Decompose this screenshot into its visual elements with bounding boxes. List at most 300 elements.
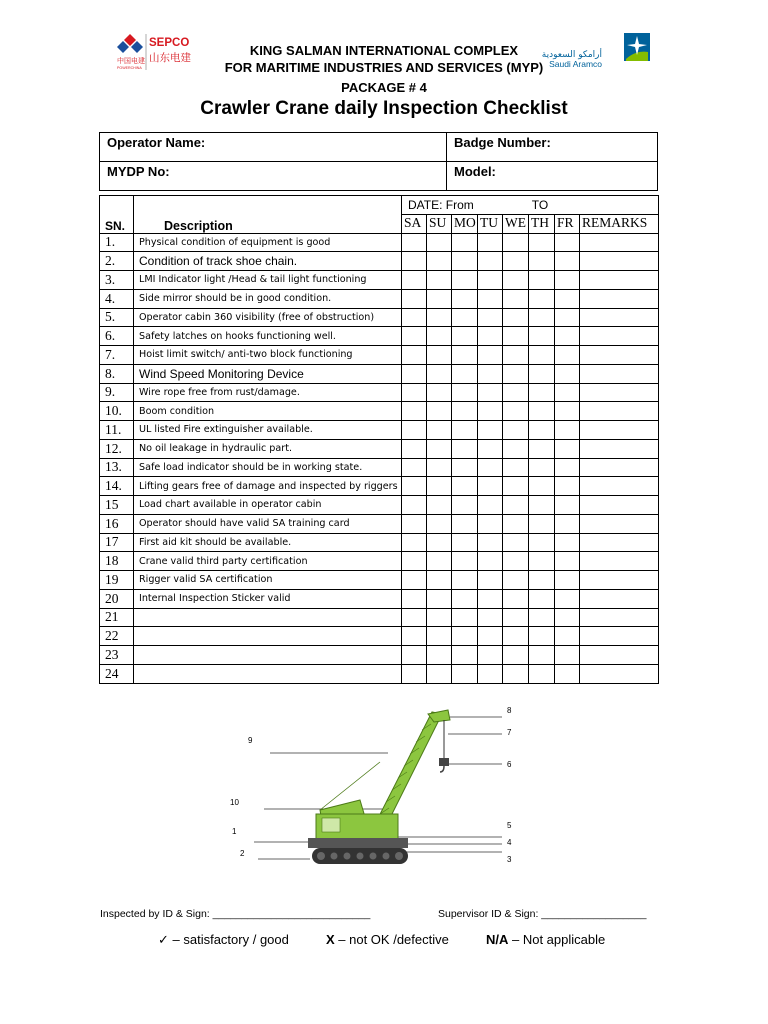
check-cell-th[interactable] (529, 439, 555, 458)
check-cell-mo[interactable] (452, 421, 478, 440)
row-description: Hoist limit switch/ anti-two block functioning (134, 346, 402, 365)
check-cell-mo[interactable] (452, 589, 478, 608)
row-description: Wind Speed Monitoring Device (134, 364, 402, 383)
check-cell-fr[interactable] (555, 646, 580, 665)
check-cell-we[interactable] (503, 289, 529, 308)
check-cell-tu[interactable] (478, 271, 503, 290)
row-description: Rigger valid SA certification (134, 571, 402, 590)
check-cell-sa[interactable] (402, 458, 427, 477)
remarks-cell[interactable] (580, 308, 659, 327)
row-description: Condition of track shoe chain. (134, 252, 402, 271)
svg-text:POWERCHINA: POWERCHINA (117, 66, 142, 70)
check-cell-we[interactable] (503, 458, 529, 477)
table-row (100, 402, 659, 421)
check-cell-fr[interactable] (555, 589, 580, 608)
check-cell-tu[interactable] (478, 646, 503, 665)
check-cell-fr[interactable] (555, 571, 580, 590)
table-row (100, 289, 659, 308)
remarks-cell[interactable] (580, 327, 659, 346)
row-sn: 9. (100, 383, 134, 402)
table-row (100, 346, 659, 365)
row-sn: 10. (100, 402, 134, 421)
check-cell-sa[interactable] (402, 233, 427, 252)
row-sn: 1. (100, 233, 134, 252)
check-cell-mo[interactable] (452, 327, 478, 346)
check-cell-mo[interactable] (452, 383, 478, 402)
check-cell-mo[interactable] (452, 233, 478, 252)
row-description: Load chart available in operator cabin (134, 496, 402, 515)
check-cell-su[interactable] (427, 664, 452, 683)
check-cell-tu[interactable] (478, 608, 503, 627)
hook-block (439, 758, 449, 766)
table-row (100, 327, 659, 346)
check-cell-su[interactable] (427, 608, 452, 627)
check-cell-fr[interactable] (555, 383, 580, 402)
table-row (100, 608, 659, 627)
check-cell-th[interactable] (529, 571, 555, 590)
remarks-cell[interactable] (580, 458, 659, 477)
check-cell-we[interactable] (503, 327, 529, 346)
row-description: Safety latches on hooks functioning well. (134, 327, 402, 346)
remarks-cell[interactable] (580, 289, 659, 308)
check-cell-sa[interactable] (402, 439, 427, 458)
check-cell-tu[interactable] (478, 664, 503, 683)
row-sn: 3. (100, 271, 134, 290)
check-cell-th[interactable] (529, 496, 555, 515)
table-row (100, 646, 659, 665)
remarks-header: REMARKS (580, 214, 659, 233)
remarks-cell[interactable] (580, 402, 659, 421)
table-row (100, 308, 659, 327)
badge-number-field[interactable]: Badge Number: (447, 133, 658, 162)
check-cell-mo[interactable] (452, 364, 478, 383)
row-description: UL listed Fire extinguisher available. (134, 421, 402, 440)
check-cell-we[interactable] (503, 383, 529, 402)
remarks-cell[interactable] (580, 477, 659, 496)
remarks-cell[interactable] (580, 271, 659, 290)
diagram-label-7: 7 (507, 728, 512, 737)
check-cell-sa[interactable] (402, 589, 427, 608)
row-sn: 2. (100, 252, 134, 271)
operator-info-table (99, 132, 658, 191)
check-cell-th[interactable] (529, 514, 555, 533)
check-cell-fr[interactable] (555, 364, 580, 383)
check-cell-mo[interactable] (452, 646, 478, 665)
check-cell-we[interactable] (503, 589, 529, 608)
check-cell-tu[interactable] (478, 514, 503, 533)
remarks-cell[interactable] (580, 533, 659, 552)
check-cell-su[interactable] (427, 477, 452, 496)
check-cell-fr[interactable] (555, 233, 580, 252)
check-cell-tu[interactable] (478, 383, 503, 402)
check-cell-th[interactable] (529, 289, 555, 308)
check-cell-mo[interactable] (452, 458, 478, 477)
legend-not-ok: X – not OK /defective (326, 932, 449, 947)
row-sn: 6. (100, 327, 134, 346)
check-cell-sa[interactable] (402, 271, 427, 290)
check-cell-th[interactable] (529, 271, 555, 290)
check-cell-su[interactable] (427, 402, 452, 421)
check-cell-su[interactable] (427, 514, 452, 533)
check-cell-we[interactable] (503, 364, 529, 383)
table-row (100, 533, 659, 552)
check-cell-th[interactable] (529, 346, 555, 365)
check-cell-su[interactable] (427, 308, 452, 327)
check-cell-tu[interactable] (478, 458, 503, 477)
svg-text:中国电建: 中国电建 (117, 57, 145, 65)
check-cell-th[interactable] (529, 252, 555, 271)
check-cell-mo[interactable] (452, 289, 478, 308)
check-cell-sa[interactable] (402, 364, 427, 383)
check-cell-sa[interactable] (402, 533, 427, 552)
check-cell-sa[interactable] (402, 421, 427, 440)
row-description: First aid kit should be available. (134, 533, 402, 552)
check-cell-sa[interactable] (402, 552, 427, 571)
check-cell-th[interactable] (529, 552, 555, 571)
description-header: Description (134, 196, 402, 234)
row-description: Safe load indicator should be in working state. (134, 458, 402, 477)
sn-header: SN. (100, 196, 134, 234)
check-cell-th[interactable] (529, 477, 555, 496)
check-cell-th[interactable] (529, 233, 555, 252)
table-row (100, 589, 659, 608)
check-cell-su[interactable] (427, 439, 452, 458)
row-sn: 13. (100, 458, 134, 477)
day-header-th: TH (529, 214, 555, 233)
table-row (100, 571, 659, 590)
check-cell-th[interactable] (529, 533, 555, 552)
check-cell-we[interactable] (503, 439, 529, 458)
row-description: Operator should have valid SA training card (134, 514, 402, 533)
remarks-cell[interactable] (580, 627, 659, 646)
check-cell-tu[interactable] (478, 252, 503, 271)
check-cell-mo[interactable] (452, 308, 478, 327)
sepco-logo-text: SEPCO (149, 37, 190, 49)
check-cell-fr[interactable] (555, 514, 580, 533)
remarks-cell[interactable] (580, 233, 659, 252)
check-cell-mo[interactable] (452, 533, 478, 552)
check-cell-tu[interactable] (478, 571, 503, 590)
check-cell-su[interactable] (427, 533, 452, 552)
check-cell-mo[interactable] (452, 552, 478, 571)
remarks-cell[interactable] (580, 664, 659, 683)
table-row (100, 514, 659, 533)
check-cell-fr[interactable] (555, 552, 580, 571)
check-cell-sa[interactable] (402, 664, 427, 683)
x-mark-icon: X (326, 932, 335, 947)
check-cell-fr[interactable] (555, 346, 580, 365)
row-description: Physical condition of equipment is good (134, 233, 402, 252)
remarks-cell[interactable] (580, 439, 659, 458)
check-cell-fr[interactable] (555, 327, 580, 346)
row-sn: 18 (100, 552, 134, 571)
check-cell-tu[interactable] (478, 589, 503, 608)
remarks-cell[interactable] (580, 496, 659, 515)
diagram-label-5: 5 (507, 821, 512, 830)
table-row (100, 496, 659, 515)
header-package: PACKAGE # 4 (341, 80, 427, 95)
row-sn: 23 (100, 646, 134, 665)
check-cell-we[interactable] (503, 664, 529, 683)
check-cell-we[interactable] (503, 608, 529, 627)
diagram-label-4: 4 (507, 838, 512, 847)
check-cell-we[interactable] (503, 477, 529, 496)
check-cell-we[interactable] (503, 496, 529, 515)
check-cell-sa[interactable] (402, 477, 427, 496)
row-sn: 16 (100, 514, 134, 533)
mydp-no-field[interactable]: MYDP No: (100, 162, 447, 191)
remarks-cell[interactable] (580, 589, 659, 608)
check-cell-sa[interactable] (402, 383, 427, 402)
row-sn: 19 (100, 571, 134, 590)
remarks-cell[interactable] (580, 383, 659, 402)
check-cell-th[interactable] (529, 421, 555, 440)
check-cell-we[interactable] (503, 252, 529, 271)
check-cell-fr[interactable] (555, 421, 580, 440)
check-cell-th[interactable] (529, 402, 555, 421)
check-cell-we[interactable] (503, 421, 529, 440)
check-cell-th[interactable] (529, 664, 555, 683)
check-cell-sa[interactable] (402, 608, 427, 627)
remarks-cell[interactable] (580, 552, 659, 571)
check-cell-tu[interactable] (478, 533, 503, 552)
check-cell-tu[interactable] (478, 496, 503, 515)
check-cell-sa[interactable] (402, 252, 427, 271)
check-cell-we[interactable] (503, 533, 529, 552)
inspection-checklist-table (99, 195, 659, 684)
check-cell-su[interactable] (427, 383, 452, 402)
row-sn: 4. (100, 289, 134, 308)
row-sn: 17 (100, 533, 134, 552)
row-sn: 11. (100, 421, 134, 440)
check-cell-tu[interactable] (478, 421, 503, 440)
diagram-label-3: 3 (507, 855, 512, 864)
row-description: Wire rope free from rust/damage. (134, 383, 402, 402)
check-cell-su[interactable] (427, 327, 452, 346)
svg-text:山东电建: 山东电建 (149, 52, 191, 64)
hook (440, 766, 444, 772)
header-company-line: KING SALMAN INTERNATIONAL COMPLEX (249, 43, 519, 58)
check-cell-su[interactable] (427, 233, 452, 252)
row-description: Internal Inspection Sticker valid (134, 589, 402, 608)
check-cell-su[interactable] (427, 552, 452, 571)
svg-text:أرامكو السعودية: أرامكو السعودية (541, 50, 602, 60)
check-cell-tu[interactable] (478, 327, 503, 346)
check-cell-mo[interactable] (452, 496, 478, 515)
check-cell-mo[interactable] (452, 439, 478, 458)
row-description: Lifting gears free of damage and inspected by riggers (134, 477, 402, 496)
check-cell-we[interactable] (503, 646, 529, 665)
row-sn: 22 (100, 627, 134, 646)
check-cell-fr[interactable] (555, 608, 580, 627)
svg-text:Saudi Aramco: Saudi Aramco (549, 59, 602, 69)
remarks-cell[interactable] (580, 608, 659, 627)
check-cell-we[interactable] (503, 346, 529, 365)
row-description: Operator cabin 360 visibility (free of obstruction) (134, 308, 402, 327)
table-row (100, 364, 659, 383)
row-sn: 8. (100, 364, 134, 383)
check-cell-sa[interactable] (402, 308, 427, 327)
check-cell-fr[interactable] (555, 289, 580, 308)
row-sn: 21 (100, 608, 134, 627)
check-cell-tu[interactable] (478, 402, 503, 421)
check-cell-sa[interactable] (402, 571, 427, 590)
check-cell-tu[interactable] (478, 552, 503, 571)
diagram-label-9: 9 (248, 736, 253, 745)
check-cell-su[interactable] (427, 646, 452, 665)
table-row (100, 477, 659, 496)
check-cell-th[interactable] (529, 646, 555, 665)
row-description (134, 646, 402, 665)
check-cell-mo[interactable] (452, 252, 478, 271)
table-row (100, 383, 659, 402)
date-row (100, 196, 659, 215)
row-description: Side mirror should be in good condition. (134, 289, 402, 308)
check-cell-mo[interactable] (452, 402, 478, 421)
check-cell-fr[interactable] (555, 477, 580, 496)
diagram-label-2: 2 (240, 849, 245, 858)
date-to-label: TO (531, 197, 549, 212)
check-cell-th[interactable] (529, 383, 555, 402)
check-cell-mo[interactable] (452, 627, 478, 646)
check-cell-we[interactable] (503, 233, 529, 252)
check-cell-we[interactable] (503, 627, 529, 646)
check-cell-su[interactable] (427, 421, 452, 440)
row-description: No oil leakage in hydraulic part. (134, 439, 402, 458)
check-cell-sa[interactable] (402, 496, 427, 515)
remarks-cell[interactable] (580, 421, 659, 440)
check-cell-we[interactable] (503, 271, 529, 290)
remarks-cell[interactable] (580, 646, 659, 665)
row-description: LMI Indicator light /Head & tail light functioning (134, 271, 402, 290)
page-title: Crawler Crane daily Inspection Checklist (200, 98, 568, 119)
check-cell-sa[interactable] (402, 402, 427, 421)
row-description (134, 627, 402, 646)
legend-ok: ✓ – satisfactory / good (158, 932, 289, 947)
check-cell-th[interactable] (529, 608, 555, 627)
check-cell-su[interactable] (427, 271, 452, 290)
remarks-cell[interactable] (580, 514, 659, 533)
check-cell-mo[interactable] (452, 571, 478, 590)
check-cell-su[interactable] (427, 589, 452, 608)
check-cell-we[interactable] (503, 308, 529, 327)
check-cell-su[interactable] (427, 627, 452, 646)
check-cell-su[interactable] (427, 571, 452, 590)
check-cell-mo[interactable] (452, 346, 478, 365)
check-cell-fr[interactable] (555, 533, 580, 552)
check-cell-mo[interactable] (452, 477, 478, 496)
check-cell-we[interactable] (503, 402, 529, 421)
row-sn: 14. (100, 477, 134, 496)
check-cell-su[interactable] (427, 364, 452, 383)
remarks-cell[interactable] (580, 364, 659, 383)
check-cell-tu[interactable] (478, 308, 503, 327)
header-company-line-2: FOR MARITIME INDUSTRIES AND SERVICES (MYP) (224, 60, 544, 75)
check-cell-mo[interactable] (452, 271, 478, 290)
check-cell-sa[interactable] (402, 514, 427, 533)
check-cell-mo[interactable] (452, 664, 478, 683)
check-cell-su[interactable] (427, 252, 452, 271)
supervisor-signature[interactable]: Supervisor ID & Sign: __________________ (438, 908, 647, 920)
remarks-cell[interactable] (580, 346, 659, 365)
check-cell-sa[interactable] (402, 627, 427, 646)
operator-cabin (322, 818, 340, 832)
check-cell-fr[interactable] (555, 496, 580, 515)
check-cell-we[interactable] (503, 571, 529, 590)
check-cell-tu[interactable] (478, 346, 503, 365)
check-cell-th[interactable] (529, 627, 555, 646)
check-cell-fr[interactable] (555, 402, 580, 421)
check-cell-su[interactable] (427, 346, 452, 365)
crawler-crane-diagram (220, 702, 520, 877)
check-cell-tu[interactable] (478, 477, 503, 496)
diagram-label-10: 10 (230, 798, 239, 807)
check-cell-we[interactable] (503, 552, 529, 571)
row-sn: 20 (100, 589, 134, 608)
table-row (100, 439, 659, 458)
check-cell-fr[interactable] (555, 664, 580, 683)
check-cell-tu[interactable] (478, 364, 503, 383)
check-cell-tu[interactable] (478, 233, 503, 252)
row-description (134, 608, 402, 627)
check-cell-th[interactable] (529, 327, 555, 346)
row-sn: 15 (100, 496, 134, 515)
model-field[interactable]: Model: (447, 162, 658, 191)
check-cell-sa[interactable] (402, 646, 427, 665)
table-row (100, 252, 659, 271)
check-cell-su[interactable] (427, 458, 452, 477)
check-cell-tu[interactable] (478, 289, 503, 308)
check-cell-fr[interactable] (555, 627, 580, 646)
check-cell-tu[interactable] (478, 439, 503, 458)
row-description (134, 664, 402, 683)
check-cell-th[interactable] (529, 458, 555, 477)
check-cell-sa[interactable] (402, 327, 427, 346)
date-range-field[interactable] (402, 196, 659, 215)
check-cell-sa[interactable] (402, 346, 427, 365)
check-cell-fr[interactable] (555, 271, 580, 290)
check-cell-su[interactable] (427, 289, 452, 308)
check-cell-th[interactable] (529, 364, 555, 383)
operator-name-field[interactable]: Operator Name: (100, 133, 447, 162)
check-cell-fr[interactable] (555, 458, 580, 477)
remarks-cell[interactable] (580, 252, 659, 271)
date-from-label: DATE: From (408, 197, 474, 212)
check-cell-sa[interactable] (402, 289, 427, 308)
check-cell-fr[interactable] (555, 439, 580, 458)
check-cell-we[interactable] (503, 514, 529, 533)
check-cell-th[interactable] (529, 589, 555, 608)
day-header-su: SU (427, 214, 452, 233)
check-cell-mo[interactable] (452, 608, 478, 627)
check-cell-su[interactable] (427, 496, 452, 515)
day-header-sa: SA (402, 214, 427, 233)
check-cell-fr[interactable] (555, 308, 580, 327)
remarks-cell[interactable] (580, 571, 659, 590)
day-header-mo: MO (452, 214, 478, 233)
check-cell-fr[interactable] (555, 252, 580, 271)
day-header-fr: FR (555, 214, 580, 233)
legend-not-applicable: N/A – Not applicable (486, 932, 606, 947)
row-sn: 24 (100, 664, 134, 683)
check-cell-tu[interactable] (478, 627, 503, 646)
table-row (100, 664, 659, 683)
day-header-we: WE (503, 214, 529, 233)
inspected-by-signature[interactable]: Inspected by ID & Sign: ___________________________ (100, 908, 371, 920)
check-cell-th[interactable] (529, 308, 555, 327)
na-mark: N/A (486, 932, 509, 947)
check-cell-mo[interactable] (452, 514, 478, 533)
